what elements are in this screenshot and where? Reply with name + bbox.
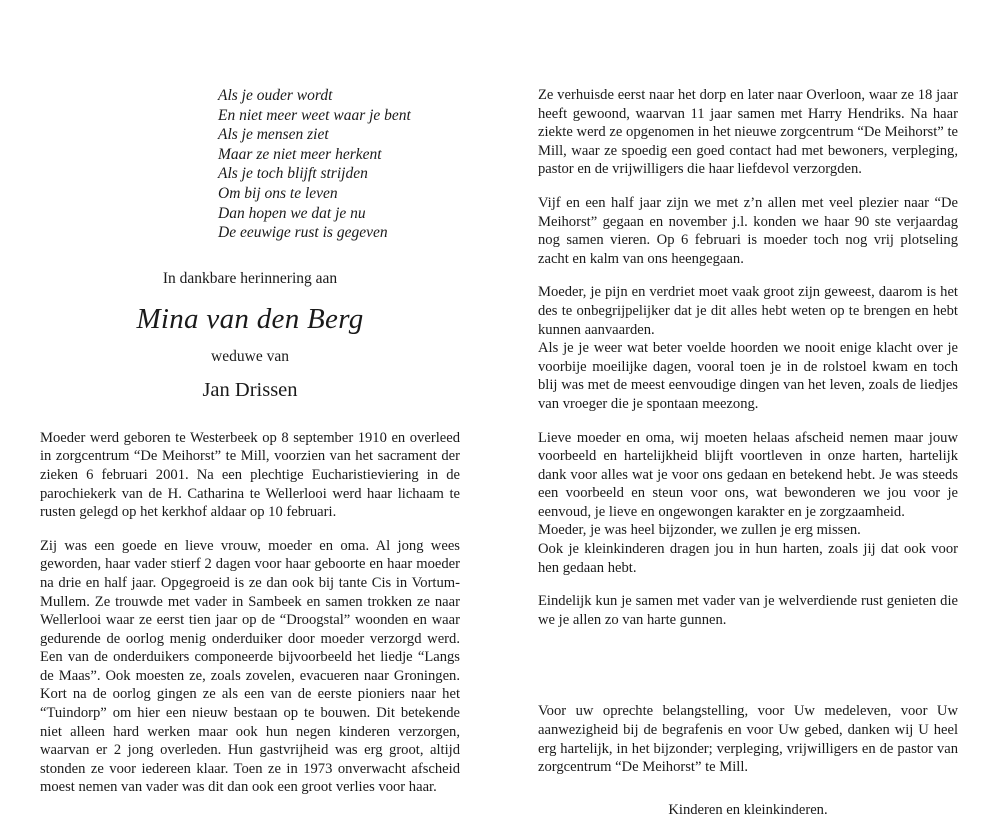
biography-paragraph: Ze verhuisde eerst naar het dorp en later naar Overloon, waar ze 18 jaar heeft gewoond, waarvan 11 jaar samen met Harry Hendriks. Na haar ziekte werd ze opgenomen in het nieuwe zorgcentrum “De Meihorst” te Mill, waar ze spoedig een goed contact had met bewoners, verpleging, pastor en de vrijwilligers die haar liefdevol verzorgden. [538,87,958,178]
spouse-name: Jan Drissen [202,378,298,401]
poem-line: Als je mensen ziet [218,126,329,144]
biography-paragraph: Moeder werd geboren te Westerbeek op 8 september 1910 en overleed in zorgcentrum “De Meihorst” te Mill, voorzien van het sacrament der zieken 6 februari 2001. Na een plechtige Eucharistieviering in de parochiekerk van de H. Catharina te Wellerlooi werd haar lichaam te rusten gelegd op het kerkhof aldaar op 10 februari. [40,429,460,521]
deceased-name: Mina van den Berg [136,302,364,335]
thanks-paragraph: Voor uw oprechte belangstelling, voor Uw medeleven, voor Uw aanwezigheid bij de begrafenis en voor Uw gebed, danken wij U heel erg hartelijk, in het bijzonder; verpleging, vrijwilligers en de pastor van zorgcentrum “De Meihorst” te Mill. [538,703,958,776]
relation-line: weduwe van [211,347,289,365]
poem-line: Dan hopen we dat je nu [218,204,366,222]
left-column [40,0,460,812]
memoriam-line: In dankbare herinnering aan [162,269,338,287]
poem-line: Maar ze niet meer herkent [218,145,382,163]
signature: Kinderen en kleinkinderen. [668,801,828,818]
poem-line: De eeuwige rust is gegeven [218,224,388,242]
right-column [538,0,958,819]
biography-paragraph: Moeder, je was heel bijzonder, we zullen je erg missen. [538,522,861,539]
biography-paragraph: Zij was een goede en lieve vrouw, moeder en oma. Al jong wees geworden, haar vader stierf 2 dagen voor haar geboorte en haar moeder na drie en half jaar. Opgegroeid is ze dan ook bij tante Cis in Vortum-Mullem. Ze trouwde met vader in Sambeek en samen trokken ze naar Wellerlooi waar ze eerst tien jaar op de “Droogstal” woonden en waar gedurende de oorlog menig onderduiker door moeder verzorgd werd. Een van de onderduikers componeerde bijvoorbeeld het liedje “Langs de Maas”. Ook moesten ze, zoals zovelen, evacueren naar Groningen. Kort na de oorlog gingen ze als een van de eerste pioniers naar het “Tuindorp” om hier een nieuw bestaan op te bouwen. Dit betekende niet alleen hard werken maar ook hun negen kinderen verzorgen, waarvan er 2 jong overleden. Hun gastvrijheid was erg groot, altijd stonden ze voor iedereen klaar. Toen ze in 1973 onverwacht afscheid moest nemen van vader was dit dan ook een groot verlies voor haar. [40,537,460,796]
poem-line: Als je ouder wordt [218,87,333,104]
biography-paragraph: Ook je kleinkinderen dragen jou in hun harten, zoals jij dat ook voor hen gedaan hebt. [538,541,958,576]
biography-paragraph: Moeder, je pijn en verdriet moet vaak groot zijn geweest, daarom is het des te onbegrijpelijker dat je dit alles hebt weten op te brengen en hebt kunnen aanvaarden. [538,284,958,338]
biography-paragraph: Als je je weer wat beter voelde hoorden we nooit enige klacht over je voorbije moeilijke dagen, vooral toen je in de rolstoel kwam en toch blij was met de meest eenvoudige dingen van het leven, zoals de liedjes van vroeger die je spontaan meezong. [538,340,958,412]
poem-line: Om bij ons te leven [218,184,338,202]
biography-paragraph: Lieve moeder en oma, wij moeten helaas afscheid nemen maar jouw voorbeeld en hartelijkheid blijft voortleven in onze harten, hartelijk dank voor alles wat je voor ons gedaan en betekend hebt. Je was steeds een voorbeeld en steun voor ons, wat bewonderen we jou voor je eenvoud, je lieve en ongewongen karakter en je zorgzaamheid. [538,429,958,520]
poem-line: En niet meer weet waar je bent [218,106,411,124]
poem [40,86,460,243]
biography-paragraph: Vijf en een half jaar zijn we met z’n allen met veel plezier naar “De Meihorst” gegaan en november j.l. konden we haar 90 ste verjaardag nog samen vieren. Op 6 februari is moeder toch nog vrij plotseling zacht en kalm van ons heengegaan. [538,194,958,267]
spacer [538,644,958,702]
poem-line: Als je toch blijft strijden [218,165,368,183]
biography-paragraph: Eindelijk kun je samen met vader van je welverdiende rust genieten die we je allen zo van harte gunnen. [538,593,958,628]
